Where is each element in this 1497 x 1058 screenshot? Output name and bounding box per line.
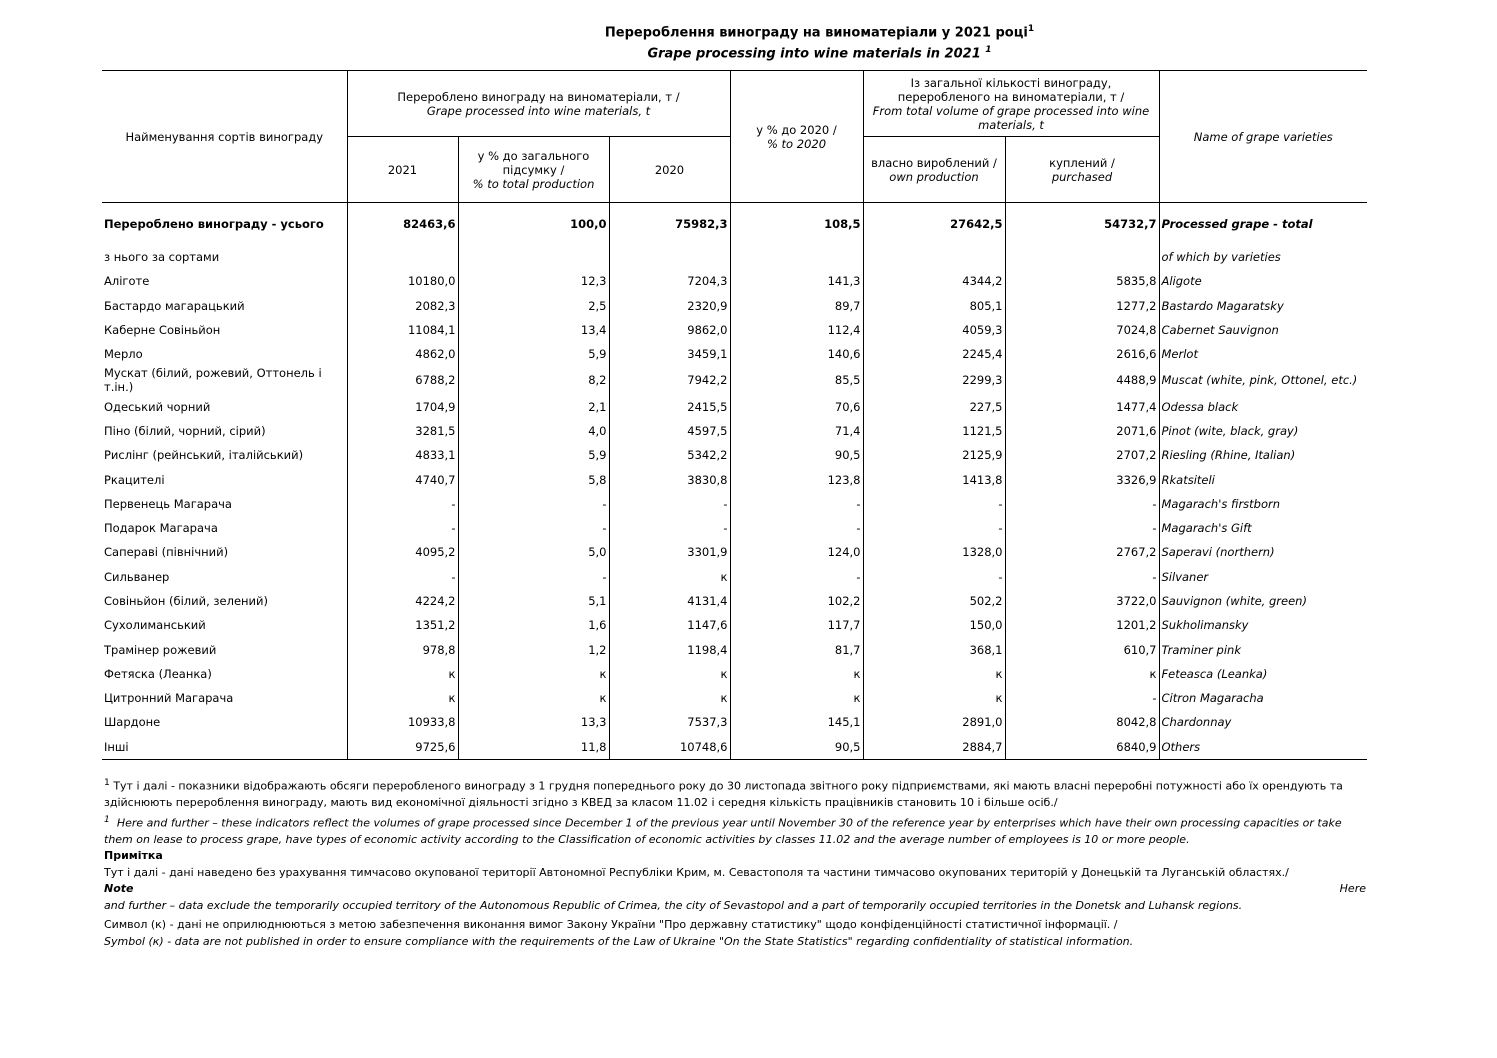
cell-2020: - — [609, 492, 730, 516]
header-2021: 2021 — [347, 137, 458, 203]
cell-name-ua: Подарок Магарача — [102, 516, 347, 540]
cell-purchased: 7024,8 — [1005, 318, 1159, 342]
footnote-en: $^1$ Here and further – these indicators reflect the volumes of grape processed since December 1 of the previous year until November 30 of the reference year by enterprises which have their own processing capacities or take them on lease to process grape, have types of economic activity according to the Classification of economic activities by classes 11.02 and the average number of employees is 10 or more people. — [104, 813, 1342, 846]
cell-name-ua: Совіньйон (білий, зелений) — [102, 589, 347, 613]
table-row — [102, 394, 1367, 418]
cell-pct-total: 5,9 — [458, 342, 609, 366]
cell-own: 2125,9 — [863, 443, 1005, 467]
cell-name-en: of which by varieties — [1161, 250, 1281, 265]
cell-name-ua: Перероблено винограду - усього — [102, 203, 347, 246]
cell-2021: - — [347, 516, 458, 540]
cell-pct-2020: 117,7 — [730, 613, 863, 637]
cell-pct-total: 5,1 — [458, 589, 609, 613]
cell-2020: к — [609, 565, 730, 589]
cell-own: 27642,5 — [863, 203, 1005, 246]
table-row — [102, 294, 1367, 318]
cell-2020: 4597,5 — [609, 419, 730, 443]
footnotes — [104, 775, 1366, 950]
cell-name-en: Citron Magaracha — [1161, 691, 1264, 706]
header-own: власно вироблений / own production — [863, 137, 1005, 203]
cell-own: 1328,0 — [863, 540, 1005, 564]
cell-2020: 3830,8 — [609, 467, 730, 491]
cell-own: к — [863, 662, 1005, 686]
note-ua: Тут і далі - дані наведено без урахування тимчасово окупованої території Автономної Республіки Крим, м. Севастополя та частини тимчасово окупованих територій у Донецькій та Луганській областях./ — [104, 865, 1289, 879]
cell-purchased: 2616,6 — [1005, 342, 1159, 366]
table-row — [102, 443, 1367, 467]
data-table — [102, 70, 1367, 760]
table-row-subhead — [102, 245, 1367, 269]
header-processed-group: Перероблено винограду на виноматеріали, т / Grape processed into wine materials, t — [347, 71, 730, 137]
cell-2020: 10748,6 — [609, 735, 730, 760]
cell-2021: 1704,9 — [347, 394, 458, 418]
title-en: Grape processing into wine materials in 2021 $^1$ — [647, 45, 992, 62]
cell-purchased: 2767,2 — [1005, 540, 1159, 564]
cell-2020: 1198,4 — [609, 637, 730, 661]
header-pct-2020: у % до 2020 / % to 2020 — [730, 71, 863, 203]
cell-pct-total: 100,0 — [458, 203, 609, 246]
table-row — [102, 735, 1367, 760]
cell-name-ua: Каберне Совіньйон — [102, 318, 347, 342]
cell-pct-total: 8,2 — [458, 366, 609, 394]
header-variety-ua: Найменування сортів винограду — [102, 71, 347, 203]
cell-pct-2020: 81,7 — [730, 637, 863, 661]
cell-pct-total: - — [458, 565, 609, 589]
cell-own: - — [863, 565, 1005, 589]
cell-name-en: Processed grape - total — [1161, 217, 1313, 231]
table-row — [102, 492, 1367, 516]
cell-purchased: - — [1005, 516, 1159, 540]
cell-pct-total: 2,1 — [458, 394, 609, 418]
cell-2021: 10180,0 — [347, 269, 458, 293]
cell-2020: 5342,2 — [609, 443, 730, 467]
cell-own: 805,1 — [863, 294, 1005, 318]
cell-purchased: 3326,9 — [1005, 467, 1159, 491]
cell-2021: - — [347, 492, 458, 516]
cell-purchased: - — [1005, 492, 1159, 516]
cell-name-en: Cabernet Sauvignon — [1161, 323, 1279, 338]
cell-pct-2020: 145,1 — [730, 710, 863, 734]
cell-own: 2884,7 — [863, 735, 1005, 760]
cell-2021: 4740,7 — [347, 467, 458, 491]
cell-pct-total: 11,8 — [458, 735, 609, 760]
cell-pct-2020: 90,5 — [730, 735, 863, 760]
cell-name-ua: Цитронний Магарача — [102, 686, 347, 710]
header-pct-total: у % до загального підсумку / % to total production — [458, 137, 609, 203]
table-row — [102, 467, 1367, 491]
cell-own: 2891,0 — [863, 710, 1005, 734]
cell-pct-2020: - — [730, 492, 863, 516]
cell-own: - — [863, 516, 1005, 540]
cell-2021: 6788,2 — [347, 366, 458, 394]
cell-name-ua: Одеський чорний — [102, 394, 347, 418]
cell-own: 150,0 — [863, 613, 1005, 637]
cell-name-en: Saperavi (northern) — [1161, 545, 1275, 560]
cell-name-ua: Шардоне — [102, 710, 347, 734]
cell-pct-2020: - — [730, 516, 863, 540]
cell-name-ua: Трамінер рожевий — [102, 637, 347, 661]
cell-2021: 82463,6 — [347, 203, 458, 246]
cell-own: 4059,3 — [863, 318, 1005, 342]
cell-pct-total: 13,4 — [458, 318, 609, 342]
note-en-label-row: Note Here — [104, 882, 1366, 896]
table-row — [102, 565, 1367, 589]
cell-name-ua: Піно (білий, чорний, сірий) — [102, 419, 347, 443]
cell-2021: 4095,2 — [347, 540, 458, 564]
cell-pct-total: 5,9 — [458, 443, 609, 467]
cell-2020: 4131,4 — [609, 589, 730, 613]
cell-pct-2020: 85,5 — [730, 366, 863, 394]
cell-2021: 11084,1 — [347, 318, 458, 342]
title-ua: Перероблення винограду на виноматеріали у 2021 році$^1$ — [604, 24, 1035, 41]
cell-name-en: Muscat (white, pink, Ottonel, etc.) — [1161, 373, 1358, 388]
cell-pct-2020: 123,8 — [730, 467, 863, 491]
cell-purchased: 8042,8 — [1005, 710, 1159, 734]
header-purchased: куплений / purchased — [1005, 137, 1159, 203]
cell-purchased: 1277,2 — [1005, 294, 1159, 318]
cell-purchased: 2071,6 — [1005, 419, 1159, 443]
cell-name-ua: Рислінг (рейнський, італійський) — [102, 443, 347, 467]
cell-pct-total: 1,2 — [458, 637, 609, 661]
cell-pct-2020: 112,4 — [730, 318, 863, 342]
cell-name-ua: Фетяска (Леанка) — [102, 662, 347, 686]
cell-name-en: Sauvignon (white, green) — [1161, 594, 1307, 608]
cell-2020: 3301,9 — [609, 540, 730, 564]
cell-2021: 4862,0 — [347, 342, 458, 366]
symbol-en: Symbol (к) - data are not published in order to ensure compliance with the requirements of the Law of Ukraine "On the State Statistics" regarding confidentiality of statistical information. — [104, 934, 1134, 948]
table-row — [102, 342, 1367, 366]
cell-name-en: Pinot (wite, black, gray) — [1161, 423, 1299, 438]
cell-pct-total: - — [458, 516, 609, 540]
cell-purchased: 4488,9 — [1005, 366, 1159, 394]
cell-purchased: 3722,0 — [1005, 589, 1159, 613]
cell-pct-2020: к — [730, 686, 863, 710]
footnote-ua: $^1$ Тут і далі - показники відображають обсяги переробленого винограду з 1 грудня попереднього року до 30 листопада звітного року підприємствами, які мають власні переробні потужності або їх орендують та здійснюють перероблення винограду, мають вид економічної діяльності згідно з КВЕД за класом 11.02 і середня кількість працівників становить 10 і більше осіб./ — [104, 777, 1343, 810]
cell-own: к — [863, 686, 1005, 710]
cell-2021: 3281,5 — [347, 419, 458, 443]
cell-own: 4344,2 — [863, 269, 1005, 293]
cell-2021: 4224,2 — [347, 589, 458, 613]
cell-purchased: 5835,8 — [1005, 269, 1159, 293]
cell-2021: - — [347, 565, 458, 589]
cell-pct-total: 13,3 — [458, 710, 609, 734]
cell-name-ua: Сильванер — [102, 565, 347, 589]
cell-pct-2020: 89,7 — [730, 294, 863, 318]
cell-name-en: Others — [1159, 735, 1367, 760]
cell-purchased: к — [1005, 662, 1159, 686]
cell-pct-2020: - — [730, 565, 863, 589]
cell-pct-2020: 102,2 — [730, 589, 863, 613]
cell-2020: к — [609, 686, 730, 710]
cell-name-en: Traminer pink — [1161, 642, 1241, 657]
cell-2021: 9725,6 — [347, 735, 458, 760]
cell-name-ua: Первенець Магарача — [102, 492, 347, 516]
cell-name-ua: Сухолиманський — [102, 613, 347, 637]
cell-pct-total: 4,0 — [458, 419, 609, 443]
table-row-total — [102, 203, 1367, 246]
cell-name-ua: Мускат (білий, рожевий, Оттонель і т.ін.) — [102, 366, 347, 394]
cell-purchased: 54732,7 — [1005, 203, 1159, 246]
cell-2020: 7942,2 — [609, 366, 730, 394]
cell-name-en: Merlot — [1161, 347, 1198, 362]
table-row — [102, 686, 1367, 710]
cell-2020: 2415,5 — [609, 394, 730, 418]
cell-name-en: Odessa black — [1161, 399, 1239, 414]
cell-purchased: 2707,2 — [1005, 443, 1159, 467]
cell-pct-2020: 70,6 — [730, 394, 863, 418]
header-2020: 2020 — [609, 137, 730, 203]
cell-pct-total: - — [458, 492, 609, 516]
cell-own: 1121,5 — [863, 419, 1005, 443]
table-row — [102, 318, 1367, 342]
table-row — [102, 419, 1367, 443]
cell-2020: 7204,3 — [609, 269, 730, 293]
cell-2020: 7537,3 — [609, 710, 730, 734]
cell-name-en: Rkatsiteli — [1161, 472, 1215, 487]
cell-name-en: Riesling (Rhine, Italian) — [1161, 448, 1296, 463]
cell-name-ua: Мерло — [102, 342, 347, 366]
cell-own: - — [863, 492, 1005, 516]
cell-purchased: - — [1005, 565, 1159, 589]
cell-2020: 2320,9 — [609, 294, 730, 318]
cell-own: 2299,3 — [863, 366, 1005, 394]
header-from-total: Із загальної кількості винограду, переробленого на виноматеріали, т / From total volume of grape processed into wine materials, t — [863, 71, 1159, 137]
cell-pct-2020: 124,0 — [730, 540, 863, 564]
cell-pct-total: 1,6 — [458, 613, 609, 637]
table-row — [102, 366, 1367, 394]
cell-name-en: Magarach's firstborn — [1161, 496, 1281, 511]
cell-pct-total: 12,3 — [458, 269, 609, 293]
table-row — [102, 662, 1367, 686]
cell-own: 502,2 — [863, 589, 1005, 613]
cell-name-en: Silvaner — [1161, 569, 1209, 584]
cell-own: 227,5 — [863, 394, 1005, 418]
cell-2020: 75982,3 — [609, 203, 730, 246]
cell-purchased: 1201,2 — [1005, 613, 1159, 637]
cell-name-ua: Ркацителі — [102, 467, 347, 491]
cell-name-en: Bastardo Magaratsky — [1161, 298, 1284, 313]
cell-name-en: Aligote — [1161, 274, 1202, 289]
table-row — [102, 613, 1367, 637]
cell-own: 2245,4 — [863, 342, 1005, 366]
table-row — [102, 516, 1367, 540]
cell-pct-2020: к — [730, 662, 863, 686]
cell-name-en: Feteasca (Leanka) — [1161, 666, 1268, 681]
table-row — [102, 710, 1367, 734]
cell-2020: 3459,1 — [609, 342, 730, 366]
cell-pct-total: к — [458, 662, 609, 686]
cell-2021: 978,8 — [347, 637, 458, 661]
cell-name-ua: Інші — [102, 735, 347, 760]
table-row — [102, 540, 1367, 564]
cell-2021: к — [347, 662, 458, 686]
symbol-ua: Символ (к) - дані не оприлюднюються з метою забезпечення виконання вимог Закону України "Про державну статистику" щодо конфіденційності статистичної інформації. / — [104, 918, 1118, 932]
header-variety-en: Name of grape varieties — [1159, 71, 1367, 203]
cell-2021: 2082,3 — [347, 294, 458, 318]
cell-2021: 10933,8 — [347, 710, 458, 734]
cell-name-en: Magarach's Gift — [1161, 521, 1252, 536]
cell-pct-total: 5,8 — [458, 467, 609, 491]
cell-pct-total: к — [458, 686, 609, 710]
cell-2021: 4833,1 — [347, 443, 458, 467]
cell-2020: 9862,0 — [609, 318, 730, 342]
cell-purchased: 1477,4 — [1005, 394, 1159, 418]
cell-pct-2020: 90,5 — [730, 443, 863, 467]
note-en: and further – data exclude the temporarily occupied territory of the Autonomous Republic of Crimea, the city of Sevastopol and a part of temporarily occupied territories in the Donetsk and Luhansk regions. — [104, 898, 1243, 912]
cell-purchased: 6840,9 — [1005, 735, 1159, 760]
cell-2021: к — [347, 686, 458, 710]
cell-purchased: - — [1005, 686, 1159, 710]
cell-name-en: Sukholimansky — [1161, 618, 1249, 633]
cell-pct-total: 2,5 — [458, 294, 609, 318]
cell-2020: к — [609, 662, 730, 686]
table-row — [102, 269, 1367, 293]
cell-2020: 1147,6 — [609, 613, 730, 637]
cell-2021: 1351,2 — [347, 613, 458, 637]
cell-own: 368,1 — [863, 637, 1005, 661]
cell-pct-total: 5,0 — [458, 540, 609, 564]
cell-pct-2020: 71,4 — [730, 419, 863, 443]
cell-name-ua: Сапераві (північний) — [102, 540, 347, 564]
cell-purchased: 610,7 — [1005, 637, 1159, 661]
cell-own: 1413,8 — [863, 467, 1005, 491]
note-ua-label: Примітка — [104, 849, 163, 863]
cell-name-ua: з нього за сортами — [102, 245, 347, 269]
cell-name-en: Chardonnay — [1161, 715, 1232, 730]
cell-pct-2020: 140,6 — [730, 342, 863, 366]
cell-name-ua: Аліготе — [102, 269, 347, 293]
cell-pct-2020: 141,3 — [730, 269, 863, 293]
cell-name-ua: Бастардо магарацький — [102, 294, 347, 318]
table-row — [102, 589, 1367, 613]
cell-2020: - — [609, 516, 730, 540]
cell-pct-2020: 108,5 — [730, 203, 863, 246]
table-row — [102, 637, 1367, 661]
